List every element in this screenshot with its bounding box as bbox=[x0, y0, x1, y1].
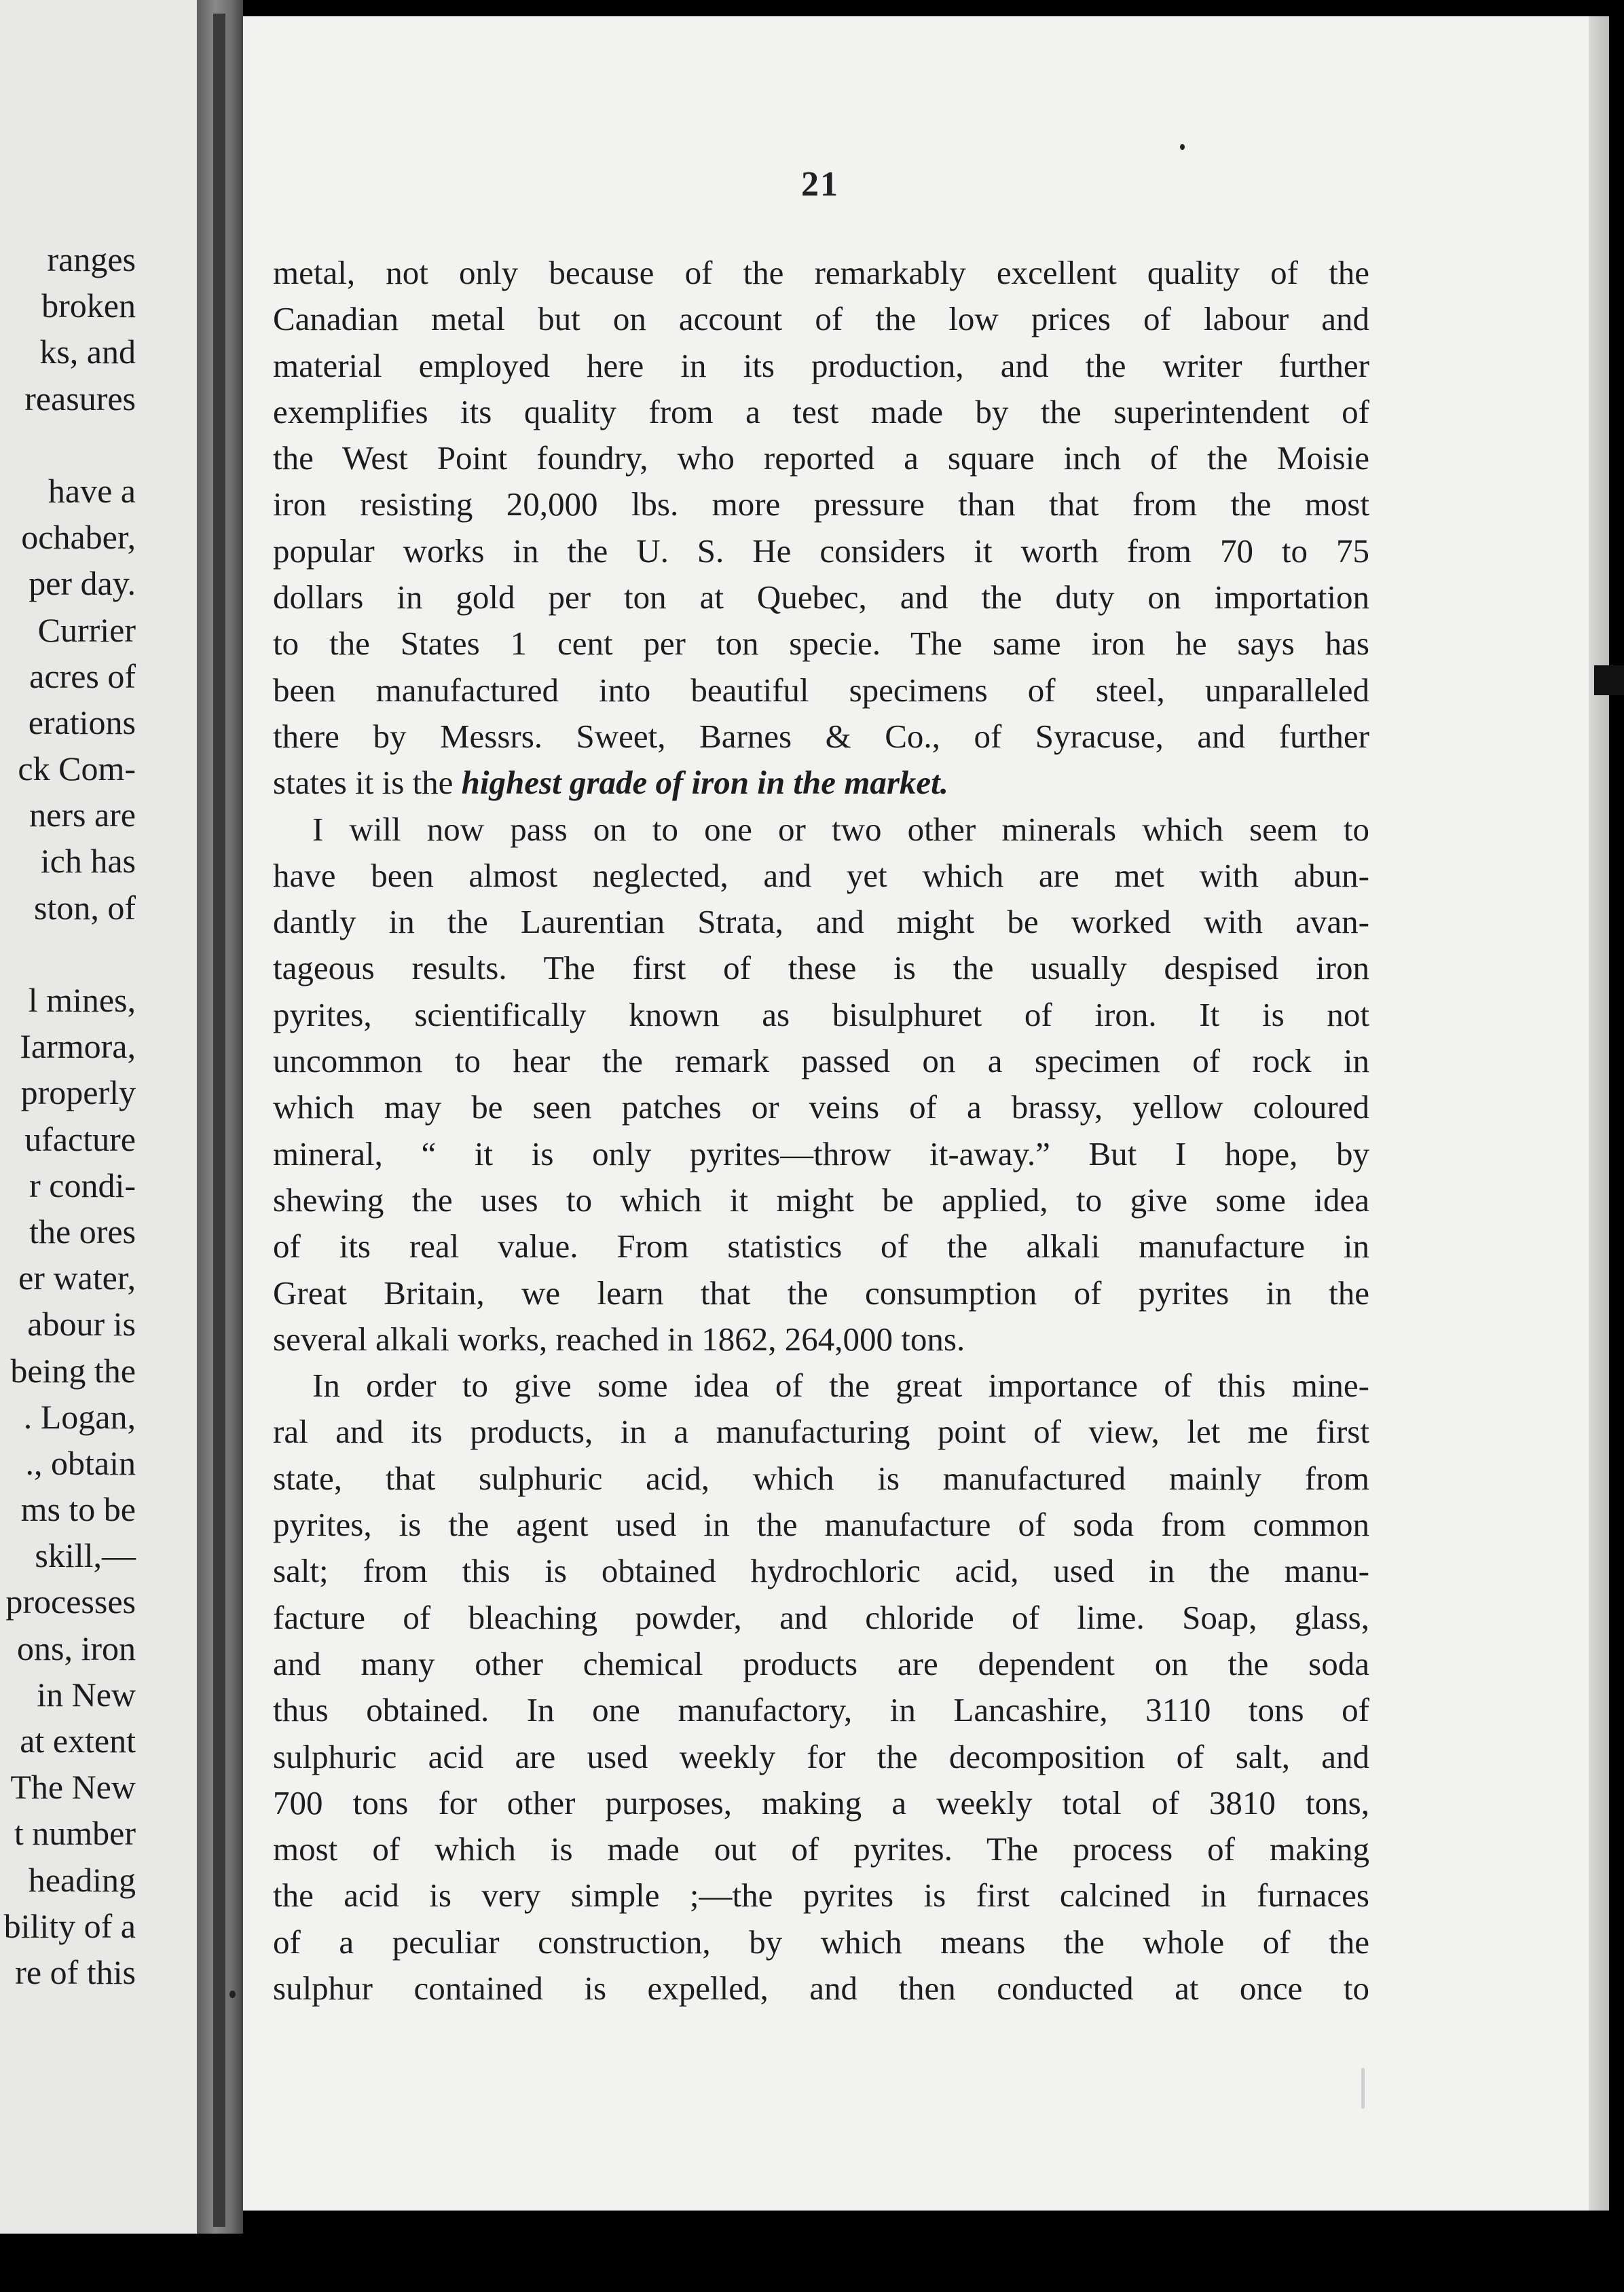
text-line: state, that sulphuric acid, which is manufactured mainly from bbox=[273, 1459, 1369, 1497]
left-page-line: . Logan, bbox=[23, 1397, 136, 1436]
text-line: which may be seen patches or veins of a brassy, yellow coloured bbox=[273, 1088, 1369, 1126]
paragraph-2 bbox=[273, 807, 1369, 1363]
left-page-line: t number bbox=[14, 1814, 136, 1853]
text-line: exemplifies its quality from a test made by the superintendent of bbox=[273, 392, 1369, 430]
paragraph-3 bbox=[273, 1363, 1369, 2012]
text-line: most of which is made out of pyrites. The process of making bbox=[273, 1830, 1369, 1868]
text-line: 700 tons for other purposes, making a weekly total of 3810 tons, bbox=[273, 1783, 1369, 1822]
left-page-line: Currier bbox=[37, 610, 136, 649]
gutter-shadow bbox=[213, 14, 225, 2227]
left-page-line: ners are bbox=[29, 796, 136, 834]
left-page-line: r condi- bbox=[29, 1166, 136, 1204]
text-line: been manufactured into beautiful specimens of steel, unparalleled bbox=[273, 671, 1369, 709]
page-edge-shadow bbox=[1589, 16, 1609, 2211]
text-line: tageous results. The first of these is the usually despised iron bbox=[273, 949, 1369, 987]
text-line: of a peculiar construction, by which means the whole of the bbox=[273, 1923, 1369, 1961]
left-page-line: The New bbox=[10, 1768, 136, 1807]
text-line: mineral, “ it is only pyrites—throw it-away.” But I hope, by bbox=[273, 1134, 1369, 1172]
left-page-line: reasures bbox=[24, 379, 136, 418]
text-line-prefix: states it is the bbox=[273, 764, 462, 802]
left-page-line: at extent bbox=[20, 1722, 136, 1760]
text-line: salt; from this is obtained hydrochloric acid, used in the manu- bbox=[273, 1552, 1369, 1590]
text-line: facture of bleaching powder, and chloride of lime. Soap, glass, bbox=[273, 1598, 1369, 1636]
left-page-line: heading bbox=[28, 1860, 136, 1899]
left-page-line: re of this bbox=[15, 1953, 136, 1991]
text-line: I will now pass on to one or two other minerals which seem to bbox=[312, 810, 1369, 848]
left-page-line: l mines, bbox=[28, 981, 136, 1019]
emphasized-phrase: highest grade of iron in the market. bbox=[461, 764, 949, 802]
scan-edge-mark bbox=[1594, 665, 1624, 695]
left-page-line: have a bbox=[48, 471, 136, 510]
text-line: the acid is very simple ;—the pyrites is first calcined in furnaces bbox=[273, 1877, 1369, 1915]
text-line: shewing the uses to which it might be applied, to give some idea bbox=[273, 1181, 1369, 1219]
text-line: sulphur contained is expelled, and then conducted at once to bbox=[273, 1969, 1369, 2007]
text-line: dollars in gold per ton at Quebec, and the duty on importation bbox=[273, 578, 1369, 616]
text-line: uncommon to hear the remark passed on a specimen of rock in bbox=[273, 1042, 1369, 1080]
text-line: there by Messrs. Sweet, Barnes & Co., of Syracuse, and further bbox=[273, 717, 1369, 755]
page-number: 21 bbox=[801, 165, 839, 204]
text-line: sulphuric acid are used weekly for the decomposition of salt, and bbox=[273, 1737, 1369, 1775]
text-line: several alkali works, reached in 1862, 264,000 tons. bbox=[273, 1320, 965, 1358]
left-page-line: the ores bbox=[29, 1212, 136, 1251]
left-page-line: abour is bbox=[27, 1305, 136, 1344]
left-page-line: ich has bbox=[40, 842, 136, 881]
left-page-line: ons, iron bbox=[17, 1629, 136, 1667]
left-page-line: skill,— bbox=[35, 1536, 136, 1575]
text-line: Canadian metal but on account of the low prices of labour and bbox=[273, 300, 1369, 338]
dust-speck bbox=[1361, 2068, 1365, 2109]
left-page-line: ston, of bbox=[34, 888, 136, 927]
left-page-line: per day. bbox=[29, 564, 136, 603]
left-page-line: er water, bbox=[18, 1259, 136, 1297]
left-page-line: processes bbox=[5, 1583, 136, 1621]
left-page-line: ms to be bbox=[20, 1490, 136, 1529]
dust-speck bbox=[229, 1991, 236, 1998]
text-line: material employed here in its production, and the writer further bbox=[273, 346, 1369, 384]
left-page-line: ochaber, bbox=[21, 518, 136, 557]
text-line bbox=[273, 760, 1369, 806]
text-line: pyrites, is the agent used in the manufacture of soda from common bbox=[273, 1506, 1369, 1544]
left-facing-page bbox=[0, 0, 197, 2234]
text-line: thus obtained. In one manufactory, in Lancashire, 3110 tons of bbox=[273, 1691, 1369, 1729]
text-line: Great Britain, we learn that the consumption of pyrites in the bbox=[273, 1274, 1369, 1312]
text-line: dantly in the Laurentian Strata, and might be worked with avan- bbox=[273, 903, 1369, 941]
left-page-line bbox=[4, 931, 136, 977]
left-page-line: ck Com- bbox=[18, 750, 136, 788]
left-page-line: in New bbox=[37, 1675, 136, 1714]
left-page-line bbox=[4, 422, 136, 468]
page-body-text bbox=[273, 250, 1369, 2012]
text-line: popular works in the U. S. He considers it worth from 70 to 75 bbox=[273, 532, 1369, 570]
text-line: iron resisting 20,000 lbs. more pressure than that from the most bbox=[273, 485, 1369, 523]
text-line: ral and its products, in a manufacturing point of view, let me first bbox=[273, 1413, 1369, 1451]
left-page-line: ks, and bbox=[39, 333, 136, 371]
text-line: of its real value. From statistics of the alkali manufacture in bbox=[273, 1227, 1369, 1265]
left-page-line: ranges bbox=[47, 240, 136, 278]
text-line: the West Point foundry, who reported a square inch of the Moisie bbox=[273, 439, 1369, 477]
left-page-text-fragment bbox=[4, 236, 136, 1995]
left-page-line: Iarmora, bbox=[20, 1027, 136, 1066]
text-line: have been almost neglected, and yet which are met with abun- bbox=[273, 856, 1369, 894]
dust-speck bbox=[1180, 144, 1185, 150]
left-page-line: acres of bbox=[29, 657, 136, 695]
text-line: pyrites, scientifically known as bisulphuret of iron. It is not bbox=[273, 995, 1369, 1033]
paragraph-1 bbox=[273, 250, 1369, 807]
left-page-line: erations bbox=[28, 703, 136, 741]
left-page-line: ., obtain bbox=[25, 1443, 136, 1482]
text-line: metal, not only because of the remarkably excellent quality of the bbox=[273, 254, 1369, 291]
text-line: to the States 1 cent per ton specie. The same iron he says has bbox=[273, 625, 1369, 663]
text-line: and many other chemical products are dependent on the soda bbox=[273, 1644, 1369, 1682]
left-page-line: properly bbox=[20, 1073, 136, 1112]
left-page-line: being the bbox=[10, 1351, 136, 1390]
text-line: In order to give some idea of the great importance of this mine- bbox=[312, 1367, 1369, 1405]
left-page-line: bility of a bbox=[3, 1906, 136, 1945]
left-page-line: ufacture bbox=[24, 1120, 136, 1158]
left-page-line: broken bbox=[41, 286, 136, 325]
